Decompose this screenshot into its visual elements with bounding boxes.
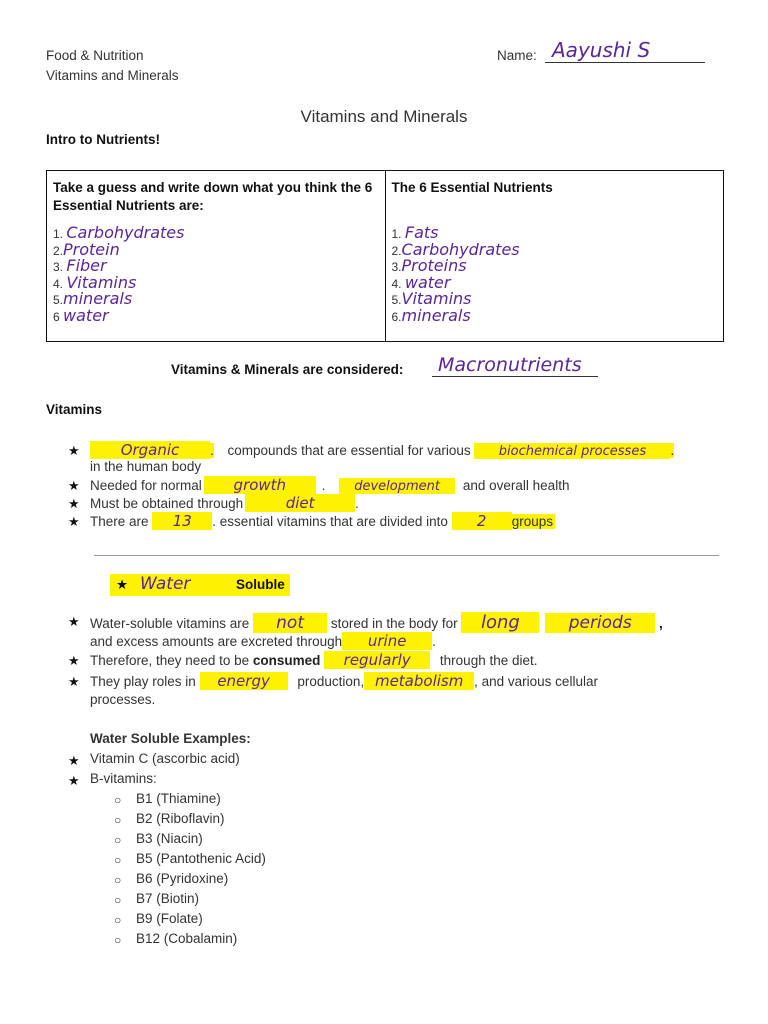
bullet-roles: They play roles in energy production, metabolism , and various cellular (90, 672, 598, 690)
guess-item[interactable]: 3. Fiber (53, 256, 107, 275)
answer-not[interactable]: not (276, 613, 304, 633)
star-icon: ★ (68, 514, 80, 529)
star-icon: ★ (68, 443, 80, 458)
star-icon: ★ (68, 614, 80, 629)
star-icon: ★ (68, 653, 80, 668)
answer-diet[interactable]: diet (285, 494, 315, 512)
circle-icon: ○ (114, 893, 122, 907)
answer-item[interactable]: 5.Vitamins (391, 289, 472, 308)
guess-header: Take a guess and write down what you think the 6 Essential Nutrients are: (53, 180, 373, 213)
sub-item: B9 (Folate) (136, 911, 203, 926)
bullet-organic-line2: in the human body (90, 459, 202, 474)
guess-item[interactable]: 2.Protein (53, 239, 120, 259)
name-label: Name: (497, 48, 537, 63)
answer-metabolism[interactable]: metabolism (374, 672, 464, 690)
bullet-count: There are 13 . essential vitamins that are divided into 2 groups (90, 512, 553, 530)
example-item: B-vitamins: (90, 771, 157, 786)
section-divider (94, 555, 719, 556)
answer-water[interactable]: Water (140, 574, 191, 594)
answer-periods[interactable]: periods (568, 613, 632, 633)
sub-item: B1 (Thiamine) (136, 791, 221, 806)
bullet-organic: Organic . compounds that are essential for various biochemical processes . (90, 441, 674, 459)
star-icon: ★ (68, 674, 80, 689)
considered-underline (432, 376, 598, 377)
answer-item[interactable]: 6.minerals (391, 305, 471, 325)
answer-urine[interactable]: urine (367, 632, 407, 650)
circle-icon: ○ (114, 793, 122, 807)
answer-item[interactable]: 2.Carbohydrates (391, 239, 520, 259)
circle-icon: ○ (114, 913, 122, 927)
name-value[interactable]: Aayushi S (552, 38, 651, 62)
unit-label: Vitamins and Minerals (46, 68, 179, 83)
star-icon: ★ (68, 496, 80, 511)
answer-organic[interactable]: Organic (120, 441, 180, 459)
answer-long[interactable]: long (481, 612, 520, 633)
answer-item[interactable]: 4. water (391, 272, 451, 292)
bullet-diet: Must be obtained through diet . (90, 494, 359, 512)
answer-2[interactable]: 2 (476, 512, 487, 530)
guess-item[interactable]: 5.minerals (53, 289, 133, 308)
name-underline (545, 62, 705, 63)
answer-column (385, 171, 724, 342)
guess-item[interactable]: 4. Vitamins (53, 272, 137, 292)
answer-energy[interactable]: energy (217, 672, 270, 690)
circle-icon: ○ (114, 813, 122, 827)
circle-icon: ○ (114, 833, 122, 847)
sub-item: B5 (Pantothenic Acid) (136, 851, 266, 866)
example-item: Vitamin C (ascorbic acid) (90, 751, 240, 766)
circle-icon: ○ (114, 853, 122, 867)
circle-icon: ○ (114, 933, 122, 947)
bullet-roles-line2: processes. (90, 692, 156, 707)
nutrients-table (46, 170, 724, 342)
sub-item: B6 (Pyridoxine) (136, 871, 229, 886)
water-title: ★ Water Soluble (110, 574, 290, 596)
star-icon: ★ (116, 577, 129, 592)
guess-column (47, 171, 386, 342)
answer-13[interactable]: 13 (172, 512, 192, 530)
examples-heading: Water Soluble Examples: (90, 731, 251, 746)
answer-list (391, 223, 718, 325)
vitamins-heading: Vitamins (46, 402, 103, 417)
guess-item[interactable]: 6 water (53, 305, 109, 325)
circle-icon: ○ (114, 873, 122, 887)
sub-item: B12 (Cobalamin) (136, 931, 238, 946)
answer-item[interactable]: 3.Proteins (391, 256, 467, 275)
answer-header: The 6 Essential Nutrients (391, 180, 553, 195)
course-label: Food & Nutrition (46, 48, 144, 63)
answer-growth[interactable]: growth (233, 476, 287, 494)
star-icon: ★ (68, 478, 80, 493)
star-icon: ★ (68, 753, 80, 768)
sub-item: B3 (Niacin) (136, 831, 203, 846)
answer-item[interactable]: 1. Fats (391, 223, 439, 242)
page-title: Vitamins and Minerals (300, 107, 468, 126)
intro-heading: Intro to Nutrients! (46, 132, 160, 147)
bullet-consumed: Therefore, they need to be consumed regularly through the diet. (90, 651, 538, 669)
sub-item: B7 (Biotin) (136, 891, 200, 906)
bullet-growth: Needed for normal growth . development and overall health (90, 476, 570, 494)
answer-development[interactable]: development (354, 479, 440, 494)
bullet-not-stored-line2: and excess amounts are excreted through urine . (90, 632, 436, 650)
star-icon: ★ (68, 773, 80, 788)
answer-regularly[interactable]: regularly (343, 651, 411, 669)
considered-label: Vitamins & Minerals are considered: (171, 362, 404, 377)
guess-item[interactable]: 1. Carbohydrates (53, 223, 185, 242)
sub-item: B2 (Riboflavin) (136, 811, 225, 826)
guess-list (53, 223, 379, 325)
answer-biochemical[interactable]: biochemical processes (498, 444, 647, 459)
bullet-not-stored: Water-soluble vitamins are not stored in the body for long periods , (90, 612, 663, 633)
considered-answer[interactable]: Macronutrients (438, 354, 582, 376)
